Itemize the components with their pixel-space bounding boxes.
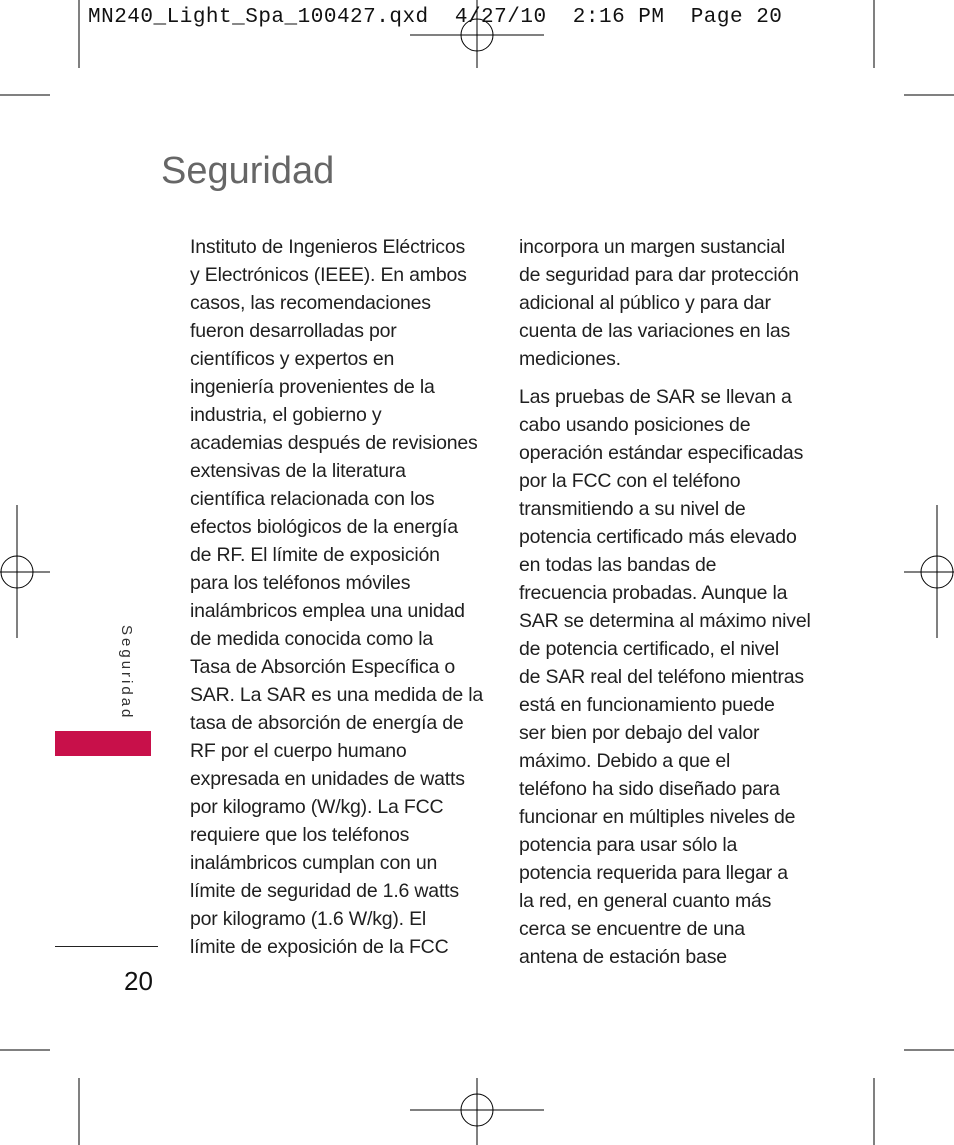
page-title: Seguridad [161,150,335,192]
text-line: cabo usando posiciones de [519,414,751,436]
registration-target-bottom [410,1078,544,1145]
text-line: está en funcionamiento puede [519,694,775,716]
footer-rule [55,946,158,947]
text-line: SAR se determina al máximo nivel [519,610,811,632]
text-line: Las pruebas de SAR se llevan a [519,386,792,408]
text-line: tasa de absorción de energía de [190,712,464,734]
section-tab-bar [55,731,151,756]
registration-target-right [904,505,954,638]
text-line: incorpora un margen sustancial [519,236,786,258]
text-line: industria, el gobierno y [190,404,382,426]
section-tab-label: Seguridad [118,625,135,721]
text-line: operación estándar especificadas [519,442,804,464]
text-line: por kilogramo (1.6 W/kg). El [190,908,427,930]
left-column-text [190,233,490,961]
text-line: fueron desarrolladas por [190,320,397,342]
text-line: Tasa de Absorción Específica o [190,656,455,678]
text-line: de seguridad para dar protección [519,264,799,286]
text-line: Instituto de Ingenieros Eléctricos [190,236,466,258]
text-line: funcionar en múltiples niveles de [519,806,796,828]
text-line: expresada en unidades de watts [190,768,465,790]
text-line: potencia certificado más elevado [519,526,797,548]
text-line: potencia requerida para llegar a [519,862,788,884]
text-line: de RF. El límite de exposición [190,544,440,566]
text-line: transmitiendo a su nivel de [519,498,746,520]
text-line: de SAR real del teléfono mientras [519,666,804,688]
text-line: potencia para usar sólo la [519,834,738,856]
text-line: para los teléfonos móviles [190,572,411,594]
text-line: cerca se encuentre de una [519,918,745,940]
text-line: requiere que los teléfonos [190,824,410,846]
registration-target-left [0,505,50,638]
text-line: inalámbricos emplea una unidad [190,600,465,622]
text-line: científica relacionada con los [190,488,435,510]
left-column [190,233,490,961]
text-line: frecuencia probadas. Aunque la [519,582,788,604]
text-line: de potencia certificado, el nivel [519,638,780,660]
text-line: de medida conocida como la [190,628,434,650]
text-line: por la FCC con el teléfono [519,470,741,492]
right-column [519,233,819,971]
text-line: ser bien por debajo del valor [519,722,760,744]
text-line: límite de exposición de la FCC [190,936,449,958]
text-line: SAR. La SAR es una medida de la [190,684,483,706]
right-paragraph-1 [519,233,819,373]
page-number: 20 [124,966,153,996]
text-line: RF por el cuerpo humano [190,740,407,762]
text-line: límite de seguridad de 1.6 watts [190,880,459,902]
text-line: la red, en general cuanto más [519,890,772,912]
text-line: adicional al público y para dar [519,292,771,314]
text-line: y Electrónicos (IEEE). En ambos [190,264,467,286]
text-line: máximo. Debido a que el [519,750,731,772]
text-line: mediciones. [519,348,621,370]
text-line: científicos y expertos en [190,348,395,370]
text-line: teléfono ha sido diseñado para [519,778,780,800]
right-paragraph-2 [519,383,819,971]
text-line: efectos biológicos de la energía [190,516,458,538]
text-line: extensivas de la literatura [190,460,406,482]
text-line: inalámbricos cumplan con un [190,852,438,874]
text-line: por kilogramo (W/kg). La FCC [190,796,444,818]
text-line: casos, las recomendaciones [190,292,431,314]
print-slug: MN240_Light_Spa_100427.qxd 4/27/10 2:16 PM Page 20 [88,6,783,29]
text-line: antena de estación base [519,946,727,968]
text-line: ingeniería provenientes de la [190,376,435,398]
text-line: academias después de revisiones [190,432,478,454]
text-line: cuenta de las variaciones en las [519,320,791,342]
text-line: en todas las bandas de [519,554,717,576]
